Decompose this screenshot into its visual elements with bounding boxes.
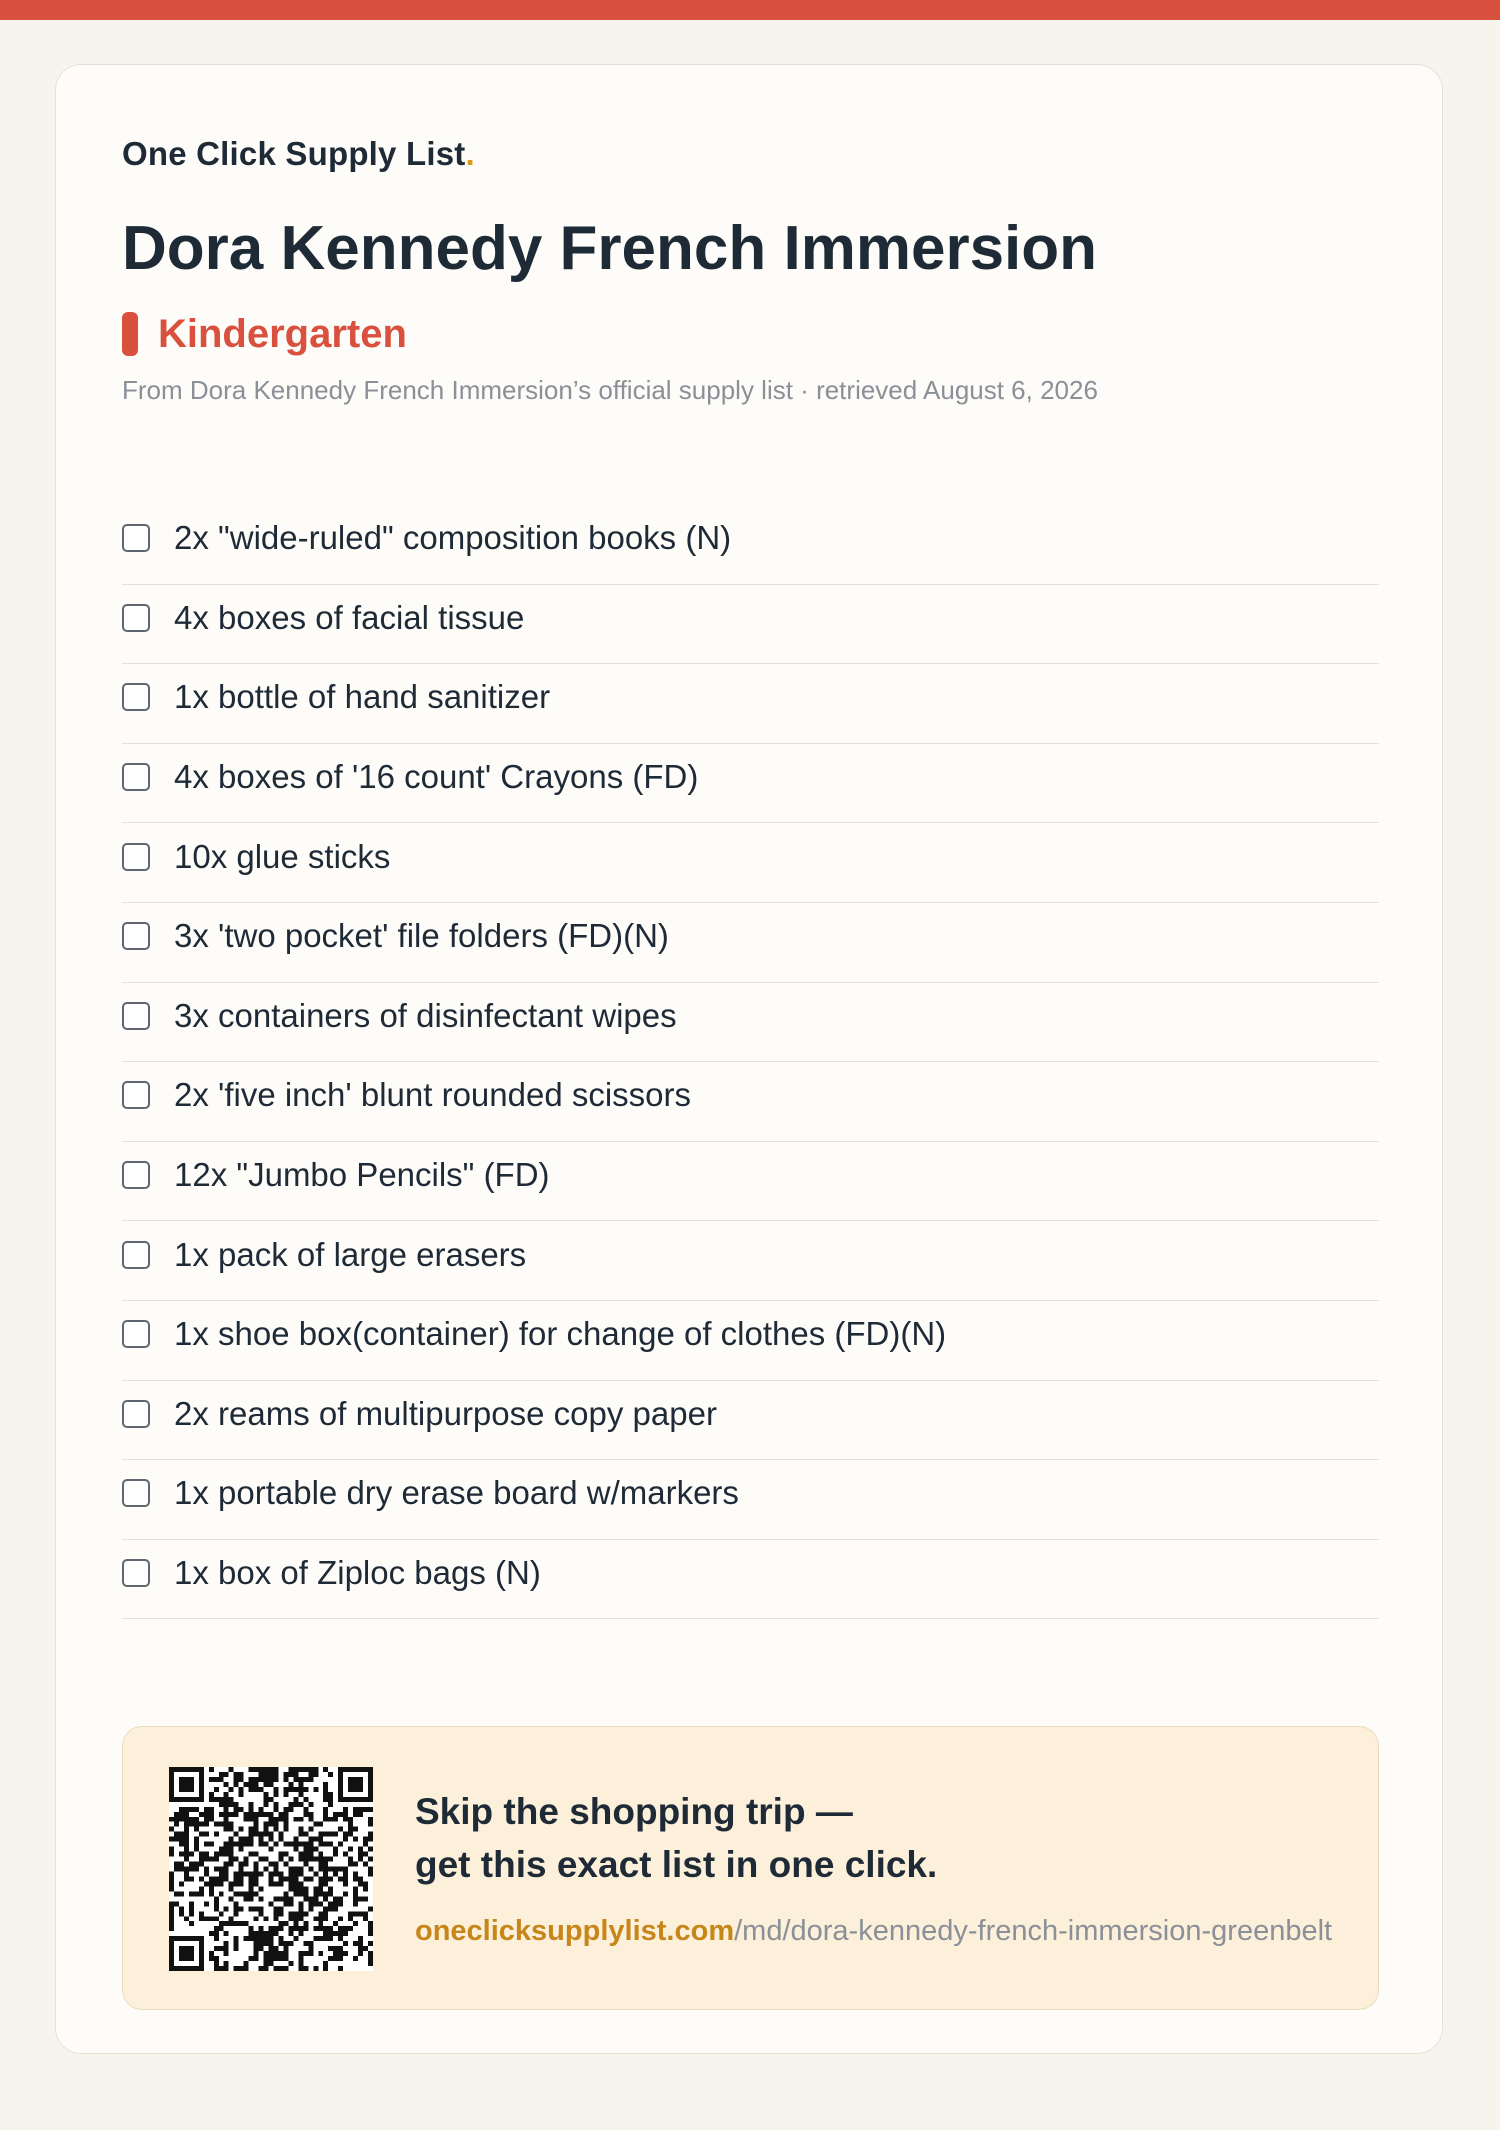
grade-label: Kindergarten bbox=[158, 311, 407, 356]
promo-url-domain: oneclicksupplylist.com bbox=[415, 1915, 735, 1947]
checkbox-icon[interactable] bbox=[122, 1081, 150, 1109]
list-item[interactable] bbox=[122, 744, 1379, 824]
item-text: 3x containers of disinfectant wipes bbox=[174, 996, 677, 1034]
checkbox-icon[interactable] bbox=[122, 1161, 150, 1189]
promo-box bbox=[122, 1726, 1379, 2010]
supply-items-list bbox=[122, 505, 1379, 1619]
item-text: 12x "Jumbo Pencils" (FD) bbox=[174, 1156, 550, 1194]
promo-heading-line1: Skip the shopping trip — bbox=[415, 1791, 853, 1832]
item-text: 2x 'five inch' blunt rounded scissors bbox=[174, 1076, 692, 1114]
brand-logo[interactable] bbox=[122, 135, 475, 173]
checkbox-icon[interactable] bbox=[122, 1400, 150, 1428]
top-accent-bar bbox=[0, 0, 1500, 20]
item-text: 1x pack of large erasers bbox=[174, 1235, 527, 1273]
supply-list-card bbox=[55, 64, 1443, 2054]
list-item[interactable] bbox=[122, 823, 1379, 903]
qr-code-icon[interactable] bbox=[169, 1767, 373, 1971]
list-item[interactable] bbox=[122, 1221, 1379, 1301]
list-item[interactable] bbox=[122, 585, 1379, 665]
item-text: 2x "wide-ruled" composition books (N) bbox=[174, 519, 732, 557]
brand-name: One Click Supply List bbox=[122, 135, 466, 172]
list-item[interactable] bbox=[122, 505, 1379, 585]
checkbox-icon[interactable] bbox=[122, 1479, 150, 1507]
list-item[interactable] bbox=[122, 1142, 1379, 1222]
grade-heading bbox=[122, 310, 407, 358]
promo-heading-line2: get this exact list in one click. bbox=[415, 1844, 938, 1885]
list-item[interactable] bbox=[122, 983, 1379, 1063]
list-item[interactable] bbox=[122, 664, 1379, 744]
checkbox-icon[interactable] bbox=[122, 1002, 150, 1030]
promo-link[interactable] bbox=[415, 1915, 1332, 1948]
item-text: 3x 'two pocket' file folders (FD)(N) bbox=[174, 917, 669, 955]
checkbox-icon[interactable] bbox=[122, 843, 150, 871]
page-title: Dora Kennedy French Immersion bbox=[122, 214, 1098, 283]
item-text: 4x boxes of '16 count' Crayons (FD) bbox=[174, 758, 699, 796]
checkbox-icon[interactable] bbox=[122, 683, 150, 711]
checkbox-icon[interactable] bbox=[122, 604, 150, 632]
item-text: 1x shoe box(container) for change of clothes (FD)(N) bbox=[174, 1315, 947, 1353]
list-item[interactable] bbox=[122, 903, 1379, 983]
promo-heading bbox=[415, 1785, 937, 1891]
grade-marker-icon bbox=[122, 312, 138, 356]
list-item[interactable] bbox=[122, 1301, 1379, 1381]
list-item[interactable] bbox=[122, 1460, 1379, 1540]
checkbox-icon[interactable] bbox=[122, 1241, 150, 1269]
checkbox-icon[interactable] bbox=[122, 763, 150, 791]
source-note: From Dora Kennedy French Immersion’s official supply list · retrieved August 6, 2026 bbox=[122, 375, 1098, 405]
checkbox-icon[interactable] bbox=[122, 1559, 150, 1587]
promo-url-path: /md/dora-kennedy-french-immersion-greenbelt bbox=[734, 1915, 1333, 1947]
item-text: 10x glue sticks bbox=[174, 837, 391, 875]
list-item[interactable] bbox=[122, 1540, 1379, 1620]
item-text: 1x box of Ziploc bags (N) bbox=[174, 1554, 541, 1592]
item-text: 1x portable dry erase board w/markers bbox=[174, 1474, 739, 1512]
checkbox-icon[interactable] bbox=[122, 1320, 150, 1348]
list-item[interactable] bbox=[122, 1381, 1379, 1461]
checkbox-icon[interactable] bbox=[122, 524, 150, 552]
brand-dot: . bbox=[465, 135, 475, 172]
item-text: 1x bottle of hand sanitizer bbox=[174, 678, 551, 716]
item-text: 4x boxes of facial tissue bbox=[174, 598, 525, 636]
list-item[interactable] bbox=[122, 1062, 1379, 1142]
checkbox-icon[interactable] bbox=[122, 922, 150, 950]
item-text: 2x reams of multipurpose copy paper bbox=[174, 1394, 717, 1432]
